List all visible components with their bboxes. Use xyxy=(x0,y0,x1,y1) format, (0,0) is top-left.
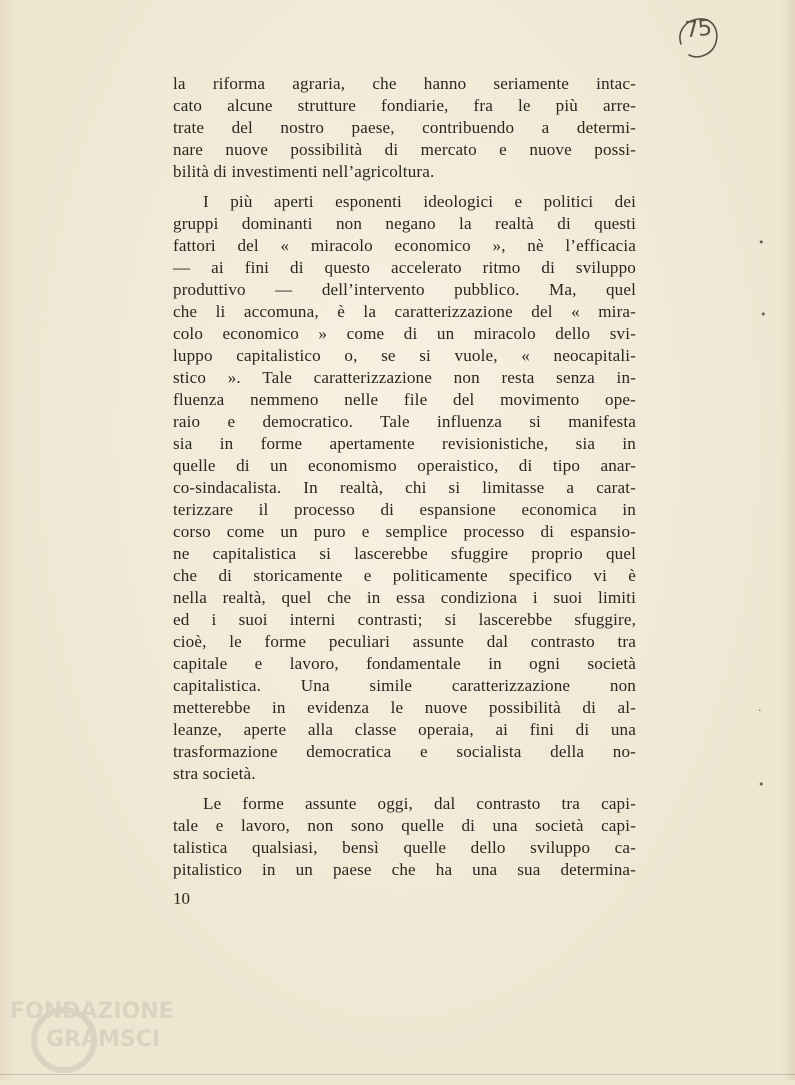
text-line: — ai fini di questo accelerato ritmo di sviluppo xyxy=(173,258,636,277)
text-line: fattori del « miracolo economico », nè l’efficacia xyxy=(173,236,636,255)
text-line: che li accomuna, è la caratterizzazione del « mira- xyxy=(173,302,636,321)
text-line: la riforma agraria, che hanno seriamente intac- xyxy=(173,74,636,93)
paragraph-1 xyxy=(173,73,636,183)
text-line: nella realtà, quel che in essa condiziona i suoi limiti xyxy=(173,588,636,607)
text-line: colo economico » come di un miracolo dello svi- xyxy=(173,324,636,343)
text-line: luppo capitalistico o, se si vuole, « neocapitali- xyxy=(173,346,636,365)
text-line: cato alcune strutture fondiarie, fra le più arre- xyxy=(173,96,636,115)
margin-mark: • xyxy=(758,778,765,791)
watermark-logo xyxy=(6,990,206,1080)
text-line: trasformazione democratica e socialista della no- xyxy=(173,742,636,761)
body-text xyxy=(173,73,636,881)
text-line: fluenza nemmeno nelle file del movimento ope- xyxy=(173,390,636,409)
text-line: bilità di investimenti nell’agricoltura. xyxy=(173,162,435,181)
text-line: capitale e lavoro, fondamentale in ogni società xyxy=(173,654,636,673)
text-line: cioè, le forme peculiari assunte dal contrasto tra xyxy=(173,632,636,651)
text-line: talistica qualsiasi, bensì quelle dello sviluppo ca- xyxy=(173,838,636,857)
text-line: terizzare il processo di espansione economica in xyxy=(173,500,636,519)
margin-mark: • xyxy=(758,236,765,249)
text-line: nare nuove possibilità di mercato e nuove possi- xyxy=(173,140,636,159)
text-line: stra società. xyxy=(173,764,256,783)
archive-number: 75 xyxy=(683,15,713,44)
text-line: trate del nostro paese, contribuendo a determi- xyxy=(173,118,636,137)
text-line: metterebbe in evidenza le nuove possibilità di al- xyxy=(173,698,636,717)
margin-mark: · xyxy=(758,704,762,717)
margin-mark: • xyxy=(760,308,767,321)
text-line: leanze, aperte alla classe operaia, ai fini di una xyxy=(173,720,636,739)
text-line: I più aperti esponenti ideologici e politici dei xyxy=(203,192,636,211)
scan-edge xyxy=(0,1074,795,1075)
text-line: Le forme assunte oggi, dal contrasto tra capi- xyxy=(203,794,636,813)
page-number: 10 xyxy=(173,889,190,908)
svg-text:FONDAZIONE: FONDAZIONE xyxy=(10,999,174,1024)
paragraph-3 xyxy=(173,793,636,881)
svg-text:GRAMSCI: GRAMSCI xyxy=(46,1027,161,1052)
paragraph-2 xyxy=(173,191,636,785)
text-line: ed i suoi interni contrasti; si lascerebbe sfuggire, xyxy=(173,610,636,629)
text-line: produttivo — dell’intervento pubblico. Ma, quel xyxy=(173,280,636,299)
text-line: capitalistica. Una simile caratterizzazione non xyxy=(173,676,636,695)
text-line: co-sindacalista. In realtà, chi si limitasse a carat- xyxy=(173,478,636,497)
text-line: ne capitalistica si lascerebbe sfuggire proprio quel xyxy=(173,544,636,563)
text-line: quelle di un economismo operaistico, di tipo anar- xyxy=(173,456,636,475)
text-line: sia in forme apertamente revisionistiche, sia in xyxy=(173,434,636,453)
text-line: raio e democratico. Tale influenza si manifesta xyxy=(173,412,636,431)
text-line: stico ». Tale caratterizzazione non resta senza in- xyxy=(173,368,636,387)
text-line: che di storicamente e politicamente specifico vi è xyxy=(173,566,636,585)
text-line: corso come un puro e semplice processo di espansio- xyxy=(173,522,636,541)
text-line: gruppi dominanti non negano la realtà di questi xyxy=(173,214,636,233)
text-line: tale e lavoro, non sono quelle di una società capi- xyxy=(173,816,636,835)
text-line: pitalistico in un paese che ha una sua determina- xyxy=(173,860,636,879)
